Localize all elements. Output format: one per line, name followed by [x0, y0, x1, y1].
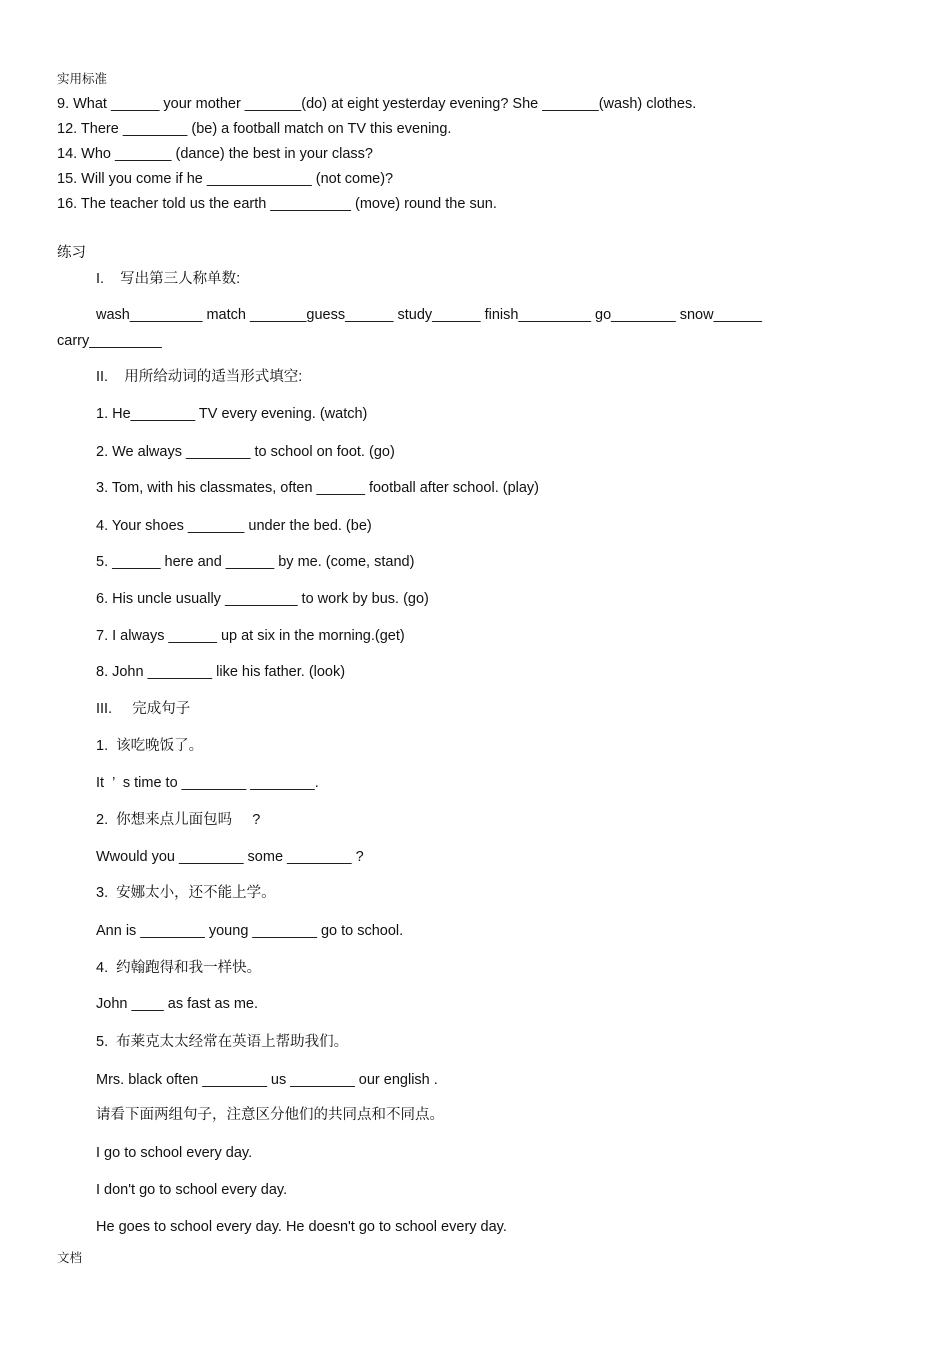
example-sentence-1: I go to school every day. — [96, 1145, 253, 1161]
section1-line2: carry_________ — [57, 333, 162, 349]
section3-item-4-chinese: 4. 约翰跑得和我一样快。 — [96, 960, 262, 976]
page-footer: 文档 — [57, 1251, 83, 1265]
section3-item-4-english: John ____ as fast as me. — [96, 996, 259, 1012]
question-15: 15. Will you come if he _____________ (not come)? — [57, 171, 394, 187]
section3-item-1-chinese: 1. 该吃晚饭了。 — [96, 738, 204, 754]
page-header: 实用标准 — [57, 72, 108, 86]
exercise-title: 练习 — [57, 245, 86, 261]
section3-item-5-chinese: 5. 布莱克太太经常在英语上帮助我们。 — [96, 1034, 349, 1050]
section2-item-7: 7. I always ______ up at six in the morning.(get) — [96, 628, 405, 644]
section2-item-3: 3. Tom, with his classmates, often ______ football after school. (play) — [96, 480, 540, 496]
section3-item-3-chinese: 3. 安娜太小，还不能上学。 — [96, 885, 276, 901]
section3-heading: III. 完成句子 — [96, 701, 191, 717]
closing-instruction: 请看下面两组句子，注意区分他们的共同点和不同点。 — [96, 1107, 444, 1123]
section2-item-1: 1. He________ TV every evening. (watch) — [96, 406, 368, 422]
section2-item-4: 4. Your shoes _______ under the bed. (be) — [96, 518, 372, 534]
section3-item-2-english: Wwould you ________ some ________ ? — [96, 849, 364, 865]
section2-item-2: 2. We always ________ to school on foot. (go) — [96, 444, 395, 460]
section1-line1: wash_________ match _______guess______ study______ finish_________ go________ snow______ — [96, 307, 762, 323]
section3-item-3-english: Ann is ________ young ________ go to school. — [96, 923, 404, 939]
example-sentence-2: I don't go to school every day. — [96, 1182, 288, 1198]
section2-item-6: 6. His uncle usually _________ to work by bus. (go) — [96, 591, 429, 607]
section2-item-5: 5. ______ here and ______ by me. (come, stand) — [96, 554, 415, 570]
section2-item-8: 8. John ________ like his father. (look) — [96, 664, 346, 680]
section3-item-1-english: It ’ s time to ________ ________. — [96, 775, 319, 791]
example-sentence-3: He goes to school every day. He doesn't go to school every day. — [96, 1219, 507, 1235]
question-16: 16. The teacher told us the earth __________ (move) round the sun. — [57, 196, 497, 212]
question-12: 12. There ________ (be) a football match on TV this evening. — [57, 121, 452, 137]
section3-item-2-chinese: 2. 你想来点儿面包吗 ? — [96, 812, 261, 828]
section2-heading: II. 用所给动词的适当形式填空: — [96, 369, 303, 385]
section1-heading: I. 写出第三人称单数: — [96, 271, 241, 287]
section3-item-5-english: Mrs. black often ________ us ________ our english . — [96, 1072, 438, 1088]
question-14: 14. Who _______ (dance) the best in your class? — [57, 146, 373, 162]
question-9: 9. What ______ your mother _______(do) at eight yesterday evening? She _______(wash) clothes. — [57, 96, 697, 112]
